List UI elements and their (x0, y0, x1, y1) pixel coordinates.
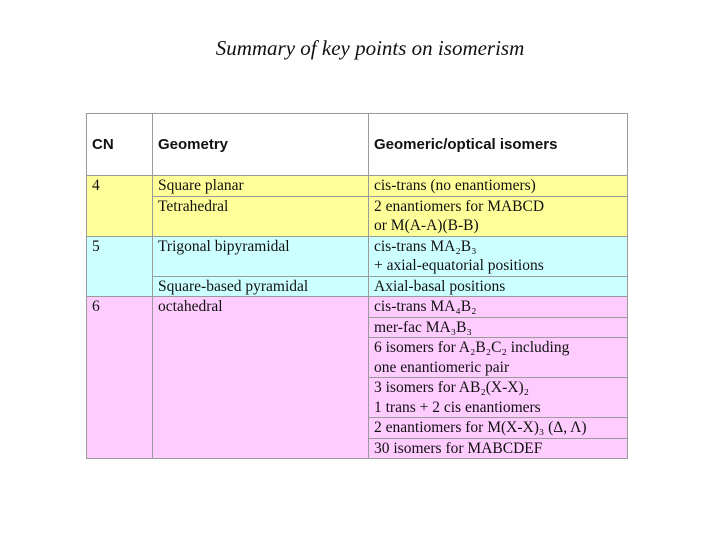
isomer-line: 1 trans + 2 cis enantiomers (374, 398, 541, 416)
cn-cell: 5 (87, 236, 153, 297)
isomer-line: cis-trans (no enantiomers) (374, 177, 536, 194)
isomer-line: one enantiomeric pair (374, 358, 510, 376)
table-row (87, 196, 628, 236)
header-isomers: Geomeric/optical isomers (369, 114, 628, 176)
geometry-cell: Trigonal bipyramidal (153, 236, 369, 276)
isomers-cell (369, 378, 628, 418)
isomer-line: 30 isomers for MABCDEF (374, 439, 543, 457)
geometry-cell: Square planar (153, 176, 369, 197)
geometry-cell: Tetrahedral (153, 196, 369, 236)
isomer-line: 6 isomers for A₂B₂C₂ including (374, 339, 570, 356)
isomer-line: Axial-basal positions (374, 277, 506, 295)
isomers-cell (369, 176, 628, 197)
cn-cell: 6 (87, 297, 153, 459)
isomers-cell (369, 196, 628, 236)
isomers-cell (369, 276, 628, 297)
isomer-line: or M(A-A)(B-B) (374, 217, 479, 234)
table-row (87, 176, 628, 197)
isomers-cell (369, 236, 628, 276)
header-geometry: Geometry (153, 114, 369, 176)
isomer-line: 2 enantiomers for M(X-X)₃ (Δ, Λ) (374, 419, 587, 436)
isomers-cell (369, 338, 628, 378)
geometry-cell: octahedral (153, 297, 369, 459)
table-row (87, 297, 628, 318)
geometry-cell: Square-based pyramidal (153, 276, 369, 297)
table-row (87, 236, 628, 276)
table-header-row (87, 114, 628, 176)
isomerism-summary-table (86, 113, 628, 459)
isomers-cell (369, 297, 628, 318)
slide-title: Summary of key points on isomerism (215, 36, 525, 60)
isomer-line: + axial-equatorial positions (374, 257, 544, 274)
cn-cell: 4 (87, 176, 153, 237)
isomer-line: 3 isomers for AB₂(X-X)₂ (374, 379, 530, 396)
isomers-cell (369, 418, 628, 439)
header-cn: CN (87, 114, 153, 176)
isomer-line: 2 enantiomers for MABCD (374, 197, 545, 215)
isomer-line: cis-trans MA₂B₃ (374, 237, 477, 255)
isomers-cell (369, 438, 628, 459)
isomer-line: mer-fac MA₃B₃ (374, 318, 472, 336)
isomers-cell (369, 317, 628, 338)
table-row (87, 276, 628, 297)
isomer-line: cis-trans MA₄B₂ (374, 298, 477, 315)
